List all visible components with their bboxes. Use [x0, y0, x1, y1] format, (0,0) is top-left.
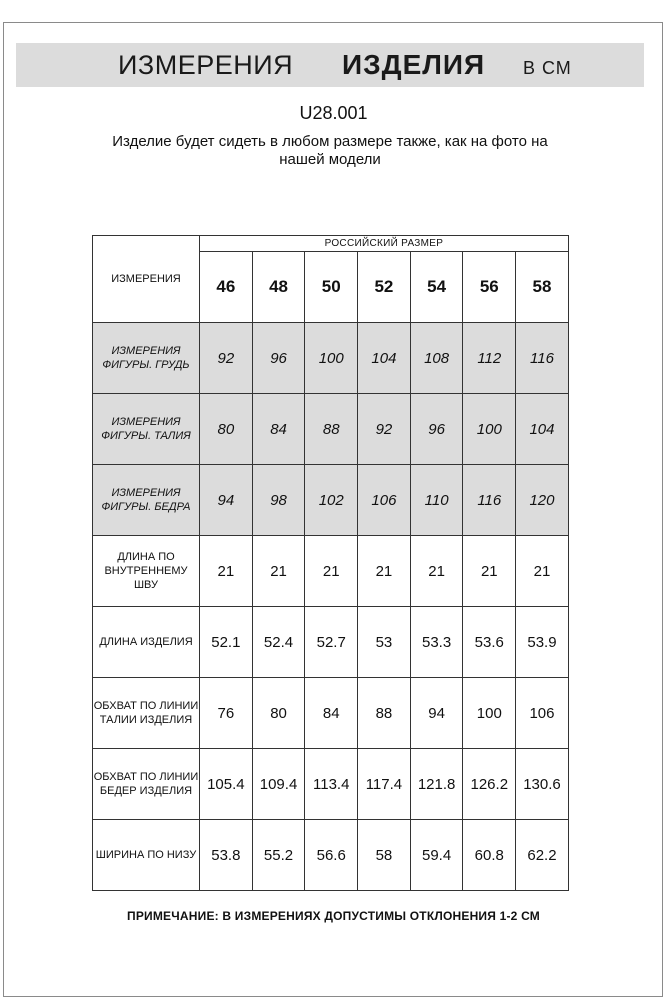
table-cell: 80 — [200, 394, 253, 465]
table-cell: 94 — [200, 465, 253, 536]
table-cell: 94 — [410, 678, 463, 749]
table-row — [93, 323, 569, 394]
table-cell: 102 — [305, 465, 358, 536]
table-cell: 59.4 — [410, 820, 463, 891]
table-cell: 62.2 — [516, 820, 569, 891]
table-cell: 100 — [463, 394, 516, 465]
table-cell: 121.8 — [410, 749, 463, 820]
size-header: 56 — [463, 252, 516, 323]
product-code: U28.001 — [299, 103, 368, 123]
fit-note: Изделие будет сидеть в любом размере также, как на фото на нашей модели — [112, 133, 548, 168]
table-cell: 116 — [516, 323, 569, 394]
row-label: ДЛИНА ИЗДЕЛИЯ — [93, 607, 200, 678]
table-cell: 80 — [252, 678, 305, 749]
table-cell: 52.4 — [252, 607, 305, 678]
table-cell: 112 — [463, 323, 516, 394]
table-cell: 53.3 — [410, 607, 463, 678]
table-cell: 96 — [410, 394, 463, 465]
table-cell: 130.6 — [516, 749, 569, 820]
table-row — [93, 536, 569, 607]
table-cell: 98 — [252, 465, 305, 536]
row-label: ИЗМЕРЕНИЯ ФИГУРЫ. БЕДРА — [93, 465, 200, 536]
table-row — [93, 465, 569, 536]
table-cell: 104 — [358, 323, 411, 394]
size-header: 52 — [358, 252, 411, 323]
table-cell: 52.1 — [200, 607, 253, 678]
row-label: ШИРИНА ПО НИЗУ — [93, 820, 200, 891]
table-cell: 110 — [410, 465, 463, 536]
size-header: 48 — [252, 252, 305, 323]
table-cell: 100 — [463, 678, 516, 749]
title-measurements: ИЗМЕРЕНИЯ — [118, 50, 294, 80]
region-header: РОССИЙСКИЙ РАЗМЕР — [200, 236, 569, 252]
table-row — [93, 394, 569, 465]
table-cell: 88 — [305, 394, 358, 465]
size-chart-table — [92, 235, 569, 891]
table-cell: 104 — [516, 394, 569, 465]
table-cell: 58 — [358, 820, 411, 891]
row-label: ДЛИНА ПО ВНУТРЕННЕМУ ШВУ — [93, 536, 200, 607]
table-row — [93, 749, 569, 820]
table-row — [93, 678, 569, 749]
table-cell: 117.4 — [358, 749, 411, 820]
corner-header: ИЗМЕРЕНИЯ — [93, 236, 200, 323]
table-cell: 106 — [516, 678, 569, 749]
table-cell: 21 — [410, 536, 463, 607]
table-cell: 84 — [305, 678, 358, 749]
table-cell: 56.6 — [305, 820, 358, 891]
table-cell: 92 — [358, 394, 411, 465]
table-cell: 21 — [200, 536, 253, 607]
table-cell: 21 — [463, 536, 516, 607]
tolerance-note: ПРИМЕЧАНИЕ: В ИЗМЕРЕНИЯХ ДОПУСТИМЫ ОТКЛОНЕНИЯ 1-2 СМ — [127, 909, 540, 923]
table-cell: 106 — [358, 465, 411, 536]
table-cell: 21 — [358, 536, 411, 607]
table-cell: 52.7 — [305, 607, 358, 678]
row-label: ОБХВАТ ПО ЛИНИИ БЕДЕР ИЗДЕЛИЯ — [93, 749, 200, 820]
table-cell: 53.9 — [516, 607, 569, 678]
table-cell: 126.2 — [463, 749, 516, 820]
table-row — [93, 607, 569, 678]
table-cell: 116 — [463, 465, 516, 536]
title-product: ИЗДЕЛИЯ — [342, 49, 486, 80]
table-cell: 21 — [305, 536, 358, 607]
table-cell: 88 — [358, 678, 411, 749]
table-cell: 120 — [516, 465, 569, 536]
size-header: 54 — [410, 252, 463, 323]
table-cell: 53.8 — [200, 820, 253, 891]
table-cell: 21 — [516, 536, 569, 607]
table-cell: 92 — [200, 323, 253, 394]
table-cell: 53.6 — [463, 607, 516, 678]
table-cell: 96 — [252, 323, 305, 394]
table-cell: 105.4 — [200, 749, 253, 820]
table-cell: 55.2 — [252, 820, 305, 891]
table-cell: 60.8 — [463, 820, 516, 891]
table-cell: 113.4 — [305, 749, 358, 820]
title-units: В СМ — [523, 58, 572, 78]
table-cell: 21 — [252, 536, 305, 607]
row-label: ОБХВАТ ПО ЛИНИИ ТАЛИИ ИЗДЕЛИЯ — [93, 678, 200, 749]
row-label: ИЗМЕРЕНИЯ ФИГУРЫ. ТАЛИЯ — [93, 394, 200, 465]
table-cell: 53 — [358, 607, 411, 678]
size-header: 46 — [200, 252, 253, 323]
row-label: ИЗМЕРЕНИЯ ФИГУРЫ. ГРУДЬ — [93, 323, 200, 394]
table-cell: 109.4 — [252, 749, 305, 820]
table-row — [93, 820, 569, 891]
table-cell: 76 — [200, 678, 253, 749]
table-cell: 108 — [410, 323, 463, 394]
size-header: 58 — [516, 252, 569, 323]
table-cell: 84 — [252, 394, 305, 465]
table-cell: 100 — [305, 323, 358, 394]
size-header: 50 — [305, 252, 358, 323]
